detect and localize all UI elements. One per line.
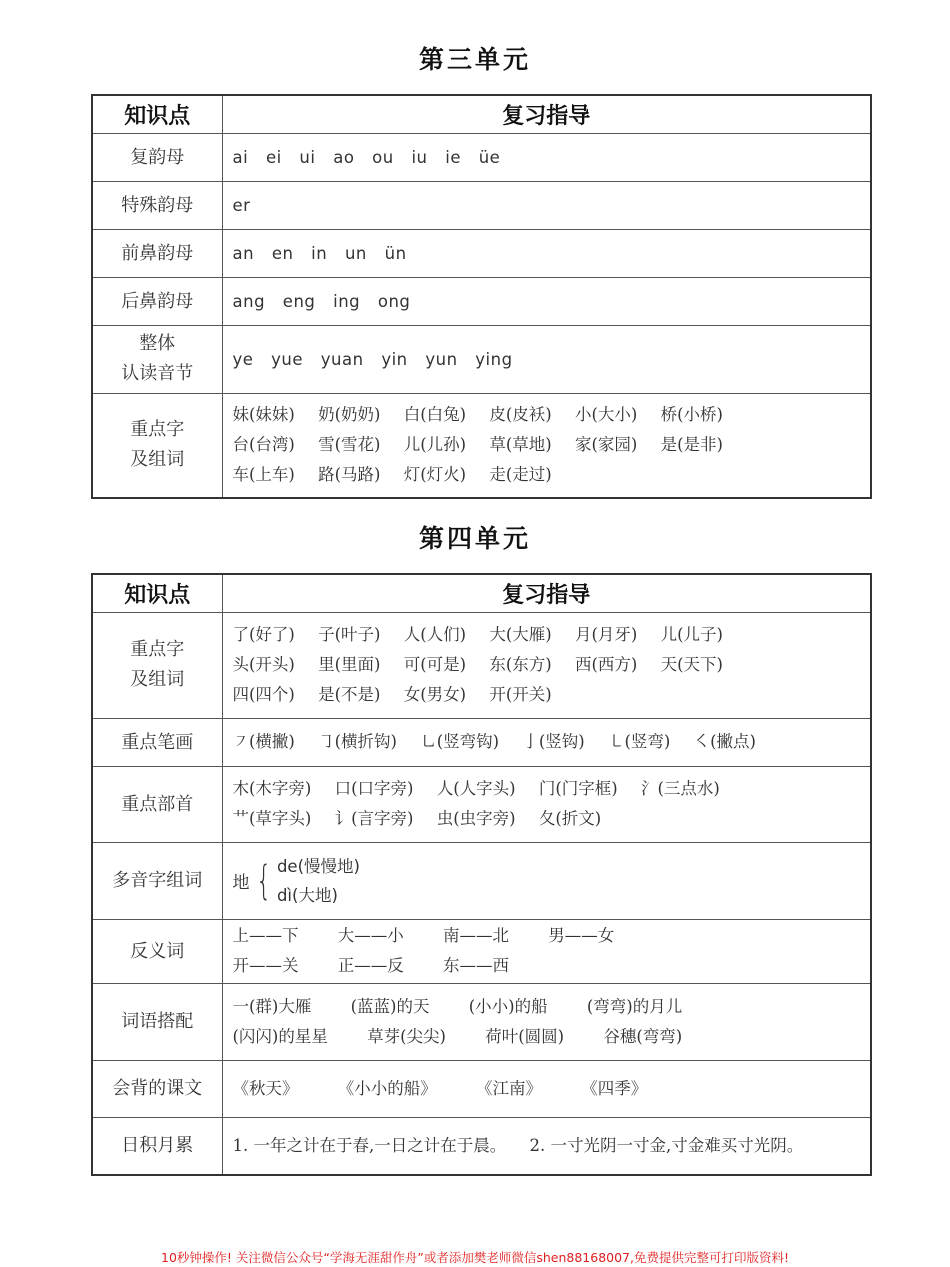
word-line	[233, 430, 871, 460]
word-item: 白(白兔)	[403, 405, 467, 425]
recitation-item: 《小小的船》	[337, 1078, 437, 1098]
antonym-item: 东——西	[443, 956, 509, 975]
row-label: 复韵母	[92, 133, 222, 181]
row-label: 重点部首	[92, 766, 222, 842]
antonym-line	[233, 951, 871, 981]
table-row	[92, 133, 871, 181]
word-item: 是(不是)	[318, 685, 381, 704]
table-row	[92, 842, 871, 919]
table-row	[92, 612, 871, 718]
antonym-item: 男——女	[548, 926, 615, 945]
collocation-line	[233, 1022, 871, 1052]
word-line	[233, 620, 871, 650]
unit4-title: 第四单元	[418, 524, 531, 553]
polyphonic-readings	[277, 852, 360, 910]
row-label-line: 整体	[139, 333, 176, 354]
table-row	[92, 983, 871, 1060]
word-item: 里(里面)	[318, 655, 381, 674]
row-label-line: 重点字	[130, 639, 185, 660]
word-item: 大(大雁)	[489, 625, 552, 644]
row-label: 反义词	[92, 919, 222, 983]
radical-item: 门(门字框)	[538, 779, 618, 798]
row-content	[222, 842, 871, 919]
word-item: 是(是非)	[660, 435, 723, 455]
table-row	[92, 1117, 871, 1175]
word-item: 皮(皮袄)	[489, 405, 552, 425]
polyphonic-char: 地	[232, 873, 250, 893]
word-item: 儿(儿孙)	[403, 435, 467, 455]
radical-item: 木(木字旁)	[232, 779, 312, 798]
row-label-line: 及组词	[130, 669, 185, 690]
antonym-item: 开——关	[232, 956, 299, 975]
radical-item: 虫(虫字旁)	[436, 809, 516, 828]
word-line	[233, 680, 871, 710]
stroke-item: 亅(竖钩)	[522, 732, 585, 751]
row-content	[222, 718, 871, 766]
row-label: 特殊韵母	[92, 181, 222, 229]
stroke-item: ㇄(竖弯)	[608, 732, 671, 751]
row-label: 后鼻韵母	[92, 277, 222, 325]
word-item: 四(四个)	[232, 685, 295, 704]
word-item: 月(月牙)	[575, 625, 638, 644]
table-header-row	[92, 95, 871, 133]
row-label	[92, 612, 222, 718]
antonym-item: 大——小	[337, 926, 404, 945]
word-item: 台(台湾)	[232, 435, 295, 455]
unit3-table	[91, 94, 872, 499]
row-content	[222, 612, 871, 718]
header-knowledge-point: 知识点	[92, 95, 222, 133]
word-item: 儿(儿子)	[660, 625, 723, 644]
word-item: 头(开头)	[232, 655, 295, 674]
row-content: er	[222, 181, 871, 229]
word-item: 开(开关)	[489, 685, 552, 704]
word-item: 车(上车)	[232, 465, 295, 485]
radical-item: 口(口字旁)	[334, 779, 414, 798]
collocation-item: (闪闪)的星星	[232, 1026, 328, 1046]
table-row	[92, 325, 871, 393]
recitation-item: 《江南》	[476, 1078, 542, 1098]
word-item: 路(马路)	[318, 465, 381, 485]
row-label	[92, 325, 222, 393]
table-row	[92, 393, 871, 498]
row-label-line: 及组词	[130, 449, 185, 471]
row-content	[222, 1117, 871, 1175]
table-row	[92, 181, 871, 229]
recitation-item: 《四季》	[581, 1078, 648, 1098]
row-label: 词语搭配	[92, 983, 222, 1060]
saying-item: 1. 一年之计在于春,一日之计在于晨。	[232, 1135, 507, 1155]
row-label: 前鼻韵母	[92, 229, 222, 277]
word-item: 人(人们)	[403, 625, 467, 644]
collocation-item: (蓝蓝)的天	[350, 996, 430, 1016]
row-label: 多音字组词	[92, 842, 222, 919]
saying-line	[233, 1131, 871, 1161]
word-item: 灯(灯火)	[403, 465, 467, 485]
antonym-line	[233, 921, 871, 951]
word-item: 小(大小)	[575, 405, 638, 425]
stroke-line	[233, 727, 871, 757]
word-item: 子(叶子)	[318, 625, 381, 644]
row-content	[222, 919, 871, 983]
radical-item: 艹(草字头)	[232, 809, 312, 828]
word-item: 可(可是)	[403, 655, 467, 674]
word-item: 天(天下)	[660, 655, 723, 674]
header-review-guide: 复习指导	[222, 574, 871, 612]
word-item: 雪(雪花)	[318, 435, 381, 455]
row-label: 重点笔画	[92, 718, 222, 766]
word-item: 桥(小桥)	[660, 405, 723, 425]
radical-line	[233, 774, 871, 804]
stroke-item: ㇟(竖弯钩)	[420, 732, 500, 751]
antonym-item: 上——下	[232, 926, 299, 945]
table-row	[92, 229, 871, 277]
stroke-item: ㇇(横撇)	[232, 732, 295, 751]
word-line	[233, 460, 871, 490]
radical-item: 人(人字头)	[436, 779, 516, 798]
row-content: ang eng ing ong	[222, 277, 871, 325]
collocation-item: 荷叶(圆圆)	[485, 1026, 565, 1046]
radical-item: 夂(折文)	[538, 809, 602, 828]
word-line	[233, 650, 871, 680]
word-item: 家(家园)	[575, 435, 638, 455]
row-content	[222, 983, 871, 1060]
row-content	[222, 393, 871, 498]
word-item: 女(男女)	[403, 685, 467, 704]
recitation-line	[233, 1074, 871, 1104]
row-content	[222, 1060, 871, 1117]
table-row	[92, 718, 871, 766]
header-knowledge-point: 知识点	[92, 574, 222, 612]
saying-item: 2. 一寸光阴一寸金,寸金难买寸光阴。	[529, 1135, 804, 1155]
row-label-line: 重点字	[130, 419, 185, 441]
word-item: 西(西方)	[575, 655, 638, 674]
word-item: 走(走过)	[489, 465, 552, 485]
brace-icon: {	[255, 857, 271, 904]
row-content: ye yue yuan yin yun ying	[222, 325, 871, 393]
stroke-item: ㇛(撇点)	[693, 732, 756, 751]
word-item: 奶(奶奶)	[318, 405, 381, 425]
collocation-line	[233, 992, 871, 1022]
collocation-item: 谷穗(弯弯)	[603, 1026, 683, 1046]
table-row	[92, 919, 871, 983]
table-header-row	[92, 574, 871, 612]
word-item: 东(东方)	[489, 655, 552, 674]
word-item: 了(好了)	[232, 625, 295, 644]
antonym-item: 南——北	[443, 926, 509, 945]
row-label-line: 认读音节	[121, 363, 194, 384]
radical-item: 氵(三点水)	[641, 779, 720, 798]
collocation-item: 一(群)大雁	[232, 996, 312, 1016]
stroke-item: ㇆(横折钩)	[318, 732, 397, 751]
collocation-item: (弯弯)的月儿	[586, 996, 683, 1016]
collocation-item: 草芽(尖尖)	[367, 1026, 446, 1046]
word-item: 草(草地)	[489, 435, 552, 455]
table-row	[92, 766, 871, 842]
row-label: 日积月累	[92, 1117, 222, 1175]
antonym-item: 正——反	[337, 956, 404, 975]
radical-line	[233, 804, 871, 834]
recitation-item: 《秋天》	[232, 1078, 299, 1098]
row-content: an en in un ün	[222, 229, 871, 277]
table-row	[92, 277, 871, 325]
polyphonic-reading: de(慢慢地)	[276, 856, 360, 876]
word-item: 妹(妹妹)	[232, 405, 295, 425]
header-review-guide: 复习指导	[222, 95, 871, 133]
radical-item: 讠(言字旁)	[334, 809, 414, 828]
row-label	[92, 393, 222, 498]
promo-footer: 10秒钟操作! 关注微信公众号“学海无涯甜作舟”或者添加樊老师微信shen88168007,免费提供完整可打印版资料!	[161, 1250, 789, 1265]
table-row	[92, 1060, 871, 1117]
collocation-item: (小小)的船	[468, 996, 548, 1016]
word-line	[233, 400, 871, 430]
row-label: 会背的课文	[92, 1060, 222, 1117]
polyphonic-reading: dì(大地)	[276, 885, 338, 905]
polyphonic-group	[233, 852, 871, 910]
row-content	[222, 766, 871, 842]
row-content: ai ei ui ao ou iu ie üe	[222, 133, 871, 181]
unit3-title: 第三单元	[418, 45, 531, 74]
unit4-table	[91, 573, 872, 1176]
